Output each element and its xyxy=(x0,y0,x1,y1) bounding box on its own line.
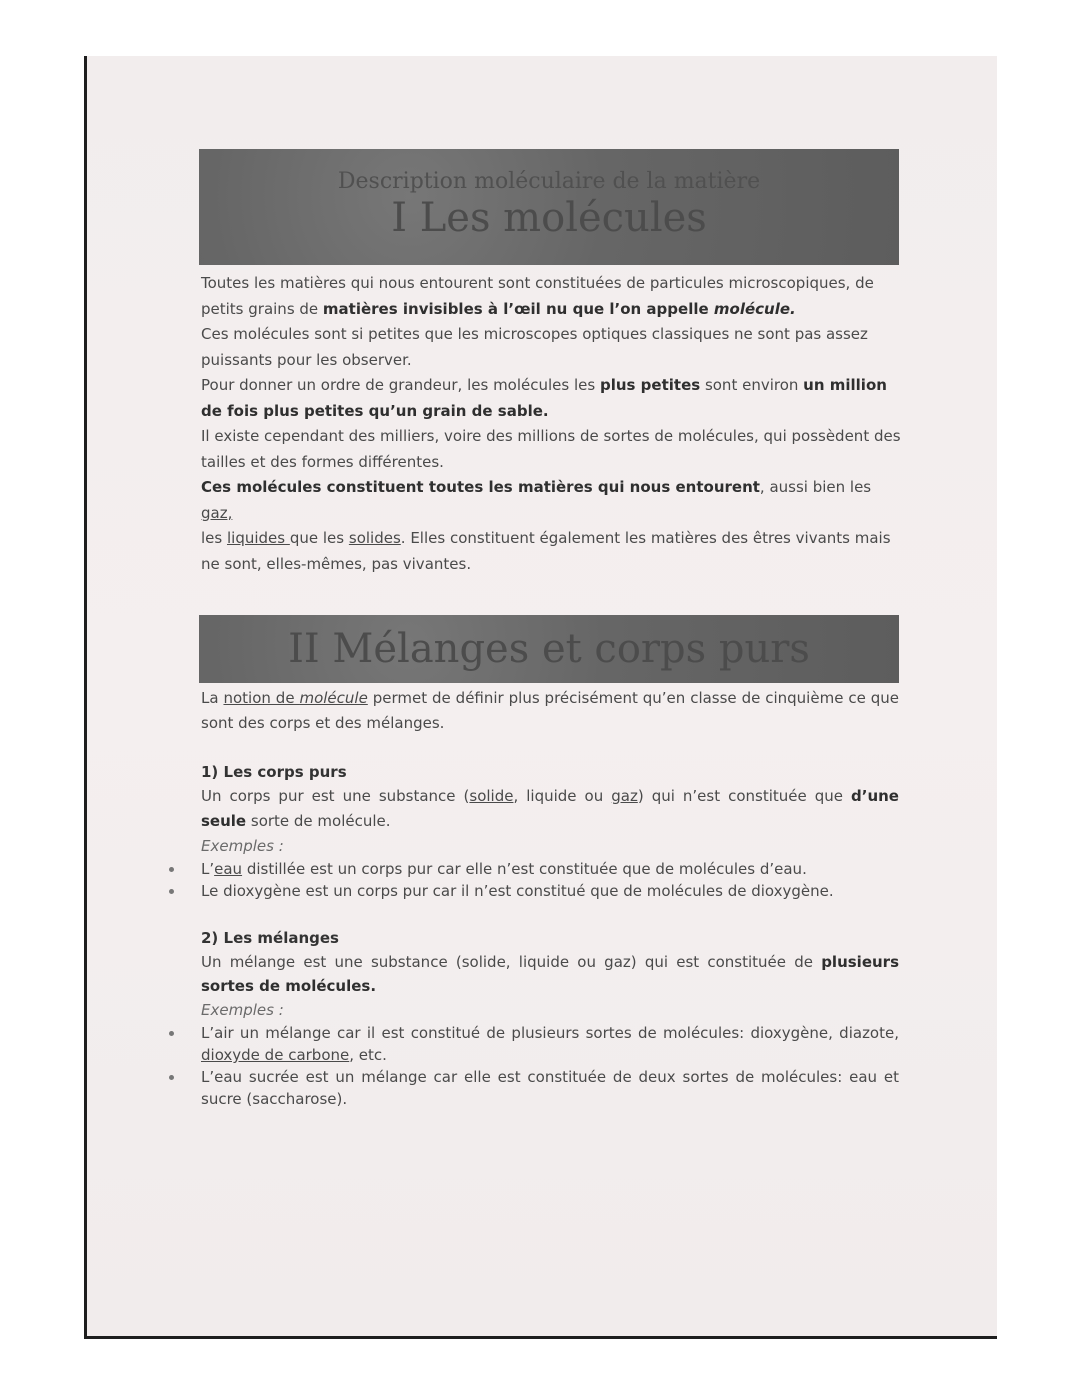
corps-purs-examples xyxy=(201,858,899,902)
document-page xyxy=(84,56,997,1339)
section-2-banner xyxy=(199,615,899,683)
melanges-examples xyxy=(201,1022,899,1110)
chapter-subtitle: Description moléculaire de la matière xyxy=(337,169,761,194)
section-1-body: Toutes les matières qui nous entourent sont constituées de particules microscopiques, de petits grains de matières invisibles à l’œil nu que l’on appelle molécule. Ces molécules sont si petites que les microscopes optiques classiques ne sont pas assez puissants pour les observer. Pour donner un ordre de grandeur, les molécules les plus petites sont environ un million de fois plus petites qu’un grain de sable. Il existe cependant des milliers, voire des millions de sortes de molécules, qui possèdent des tailles et des formes différentes. Ces molécules constituent toutes les matières qui nous entourent, aussi bien les gaz, les liquides que les solides. Elles constituent également les matières des êtres vivants mais ne sont, elles-mêmes, pas vivantes. xyxy=(201,274,901,573)
melanges-section xyxy=(201,926,899,1110)
section-2-intro: La notion de molécule permet de définir plus précisément qu’en classe de cinquième ce que sont des corps et des mélanges. xyxy=(201,689,899,732)
list-item: L’eau distillée est un corps pur car elle n’est constituée que de molécules d’eau. xyxy=(201,858,899,880)
chapter-banner xyxy=(199,149,899,265)
corps-purs-section xyxy=(201,760,899,902)
list-item: Le dioxygène est un corps pur car il n’est constitué que de molécules de dioxygène. xyxy=(201,880,899,902)
list-item: L’eau sucrée est un mélange car elle est constituée de deux sortes de molécules: eau et sucre (saccharose). xyxy=(201,1068,899,1108)
list-item: L’air un mélange car il est constitué de plusieurs sortes de molécules: dioxygène, diazote, dioxyde de carbone, etc. xyxy=(201,1024,899,1064)
corps-purs-definition: Un corps pur est une substance (solide, liquide ou gaz) qui n’est constituée que d’une seule sorte de molécule. xyxy=(201,787,899,830)
section-1-title: I Les molécules xyxy=(391,195,707,241)
section-2-title: II Mélanges et corps purs xyxy=(288,626,810,672)
melanges-definition: Un mélange est une substance (solide, liquide ou gaz) qui est constituée de plusieurs sortes de molécules. xyxy=(201,953,899,995)
melanges-examples-label: Exemples : xyxy=(201,1001,284,1019)
corps-purs-heading: 1) Les corps purs xyxy=(201,763,347,781)
corps-purs-examples-label: Exemples : xyxy=(201,837,284,855)
melanges-heading: 2) Les mélanges xyxy=(201,929,339,947)
